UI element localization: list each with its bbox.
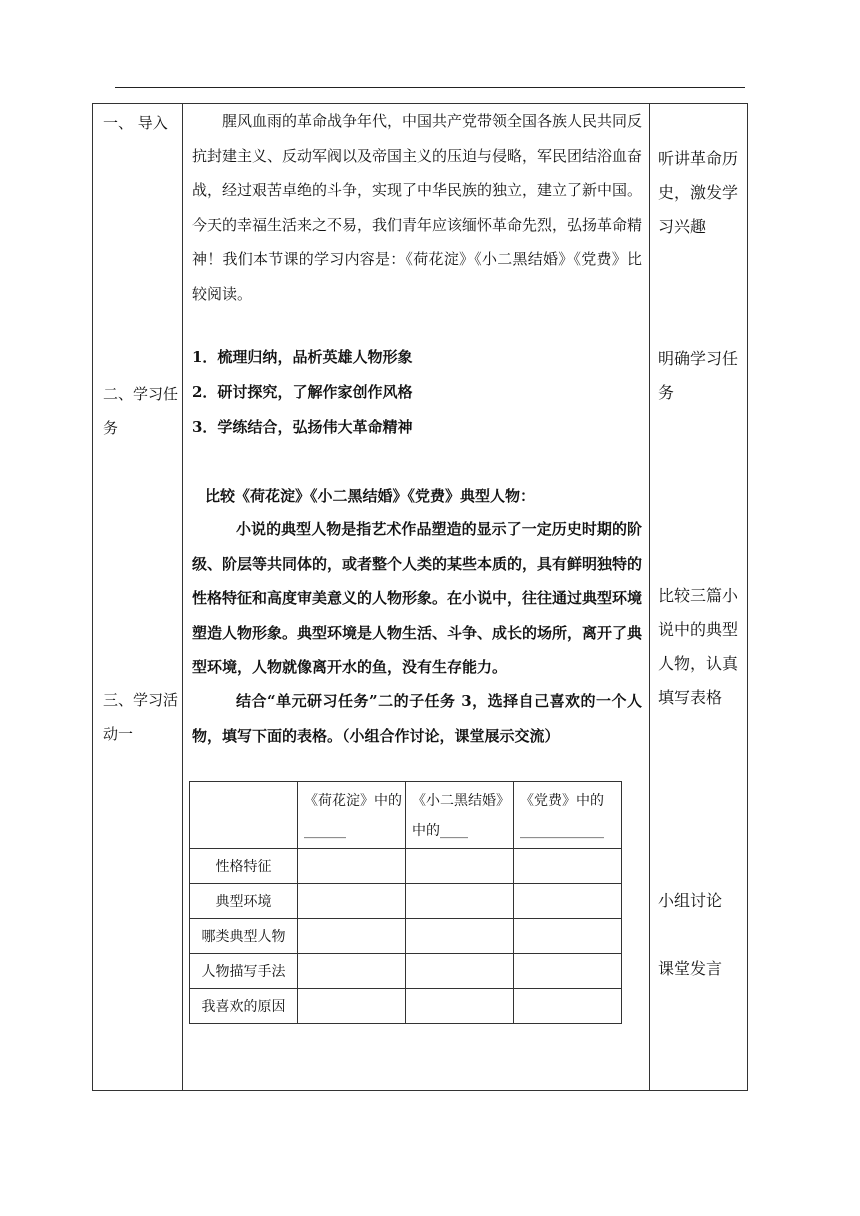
blank-cell[interactable] [298, 884, 406, 919]
blank-cell[interactable] [406, 954, 514, 989]
table-row [190, 954, 622, 989]
note-listen: 听讲革命历史，激发学习兴趣 [658, 149, 739, 236]
blank-cell[interactable] [514, 954, 622, 989]
row-label: 典型环境 [190, 884, 298, 919]
note-tasks: 明确学习任务 [658, 349, 739, 402]
note-speak: 课堂发言 [658, 959, 723, 978]
table-row [190, 989, 622, 1024]
note-compare: 比较三篇小说中的典型人物，认真填写表格 [658, 586, 739, 707]
row-label: 性格特征 [190, 849, 298, 884]
table-header-cell: 《小二黑结婚》中的____ [406, 782, 514, 849]
blank-cell[interactable] [514, 989, 622, 1024]
blank-cell[interactable] [514, 919, 622, 954]
blank-cell[interactable] [298, 919, 406, 954]
table-header-cell: 《荷花淀》中的 ______ [298, 782, 406, 849]
table-row [190, 884, 622, 919]
blank-cell[interactable] [298, 849, 406, 884]
lesson-table [92, 103, 748, 1091]
activity-title: 比较《荷花淀》《小二黑结婚》《党费》典型人物： [205, 487, 536, 505]
blank-cell[interactable] [406, 884, 514, 919]
column-divider [649, 104, 650, 1090]
intro-paragraph: 腥风血雨的革命战争年代，中国共产党带领全国各族人民共同反抗封建主义、反动军阀以及帝国主义的压迫与侵略，军民团结浴血奋战，经过艰苦卓绝的斗争，实现了中华民族的独立，建立了新中国。今天的幸福生活来之不易，我们青年应该缅怀革命先烈，弘扬革命精神！我们本节课的学习内容是：《荷花淀》《小二黑结婚》《党费》比较阅读。 [192, 112, 643, 303]
blank-cell[interactable] [298, 989, 406, 1024]
section-label-intro: 一、 导入 [103, 114, 168, 132]
row-label: 人物描写手法 [190, 954, 298, 989]
table-header-row [190, 782, 622, 849]
task-item: 3．学练结合，弘扬伟大革命精神 [192, 418, 413, 436]
section-label-activity: 三、学习活动一 [103, 691, 179, 743]
column-divider [182, 104, 183, 1090]
header-rule [115, 87, 745, 88]
task-item: 2．研讨探究，了解作家创作风格 [192, 383, 413, 401]
blank-cell[interactable] [406, 849, 514, 884]
row-label: 我喜欢的原因 [190, 989, 298, 1024]
activity-paragraph: 小说的典型人物是指艺术作品塑造的显示了一定历史时期的阶级、阶层等共同体的，或者整个人类的某些本质的，具有鲜明独特的性格特征和高度审美意义的人物形象。在小说中，往往通过典型环境塑造人物形象。典型环境是人物生活、斗争、成长的场所，离开了典型环境，人物就像离开水的鱼，没有生存能力。 [192, 520, 643, 676]
blank-cell[interactable] [298, 954, 406, 989]
activity-instruction: 结合“单元研习任务”二的子任务 3，选择自己喜欢的一个人物，填写下面的表格。（小组合作讨论，课堂展示交流） [192, 692, 642, 745]
section-label-tasks: 二、学习任务 [103, 385, 179, 437]
table-corner-cell [190, 782, 298, 849]
task-item: 1．梳理归纳，品析英雄人物形象 [192, 348, 413, 366]
row-label: 哪类典型人物 [190, 919, 298, 954]
table-header-cell: 《党费》中的____________ [514, 782, 622, 849]
task-list [192, 340, 642, 445]
blank-cell[interactable] [406, 989, 514, 1024]
note-discussion: 小组讨论 [658, 891, 723, 910]
comparison-table [189, 781, 622, 1024]
blank-cell[interactable] [514, 849, 622, 884]
blank-cell[interactable] [406, 919, 514, 954]
table-row [190, 849, 622, 884]
blank-cell[interactable] [514, 884, 622, 919]
table-row [190, 919, 622, 954]
